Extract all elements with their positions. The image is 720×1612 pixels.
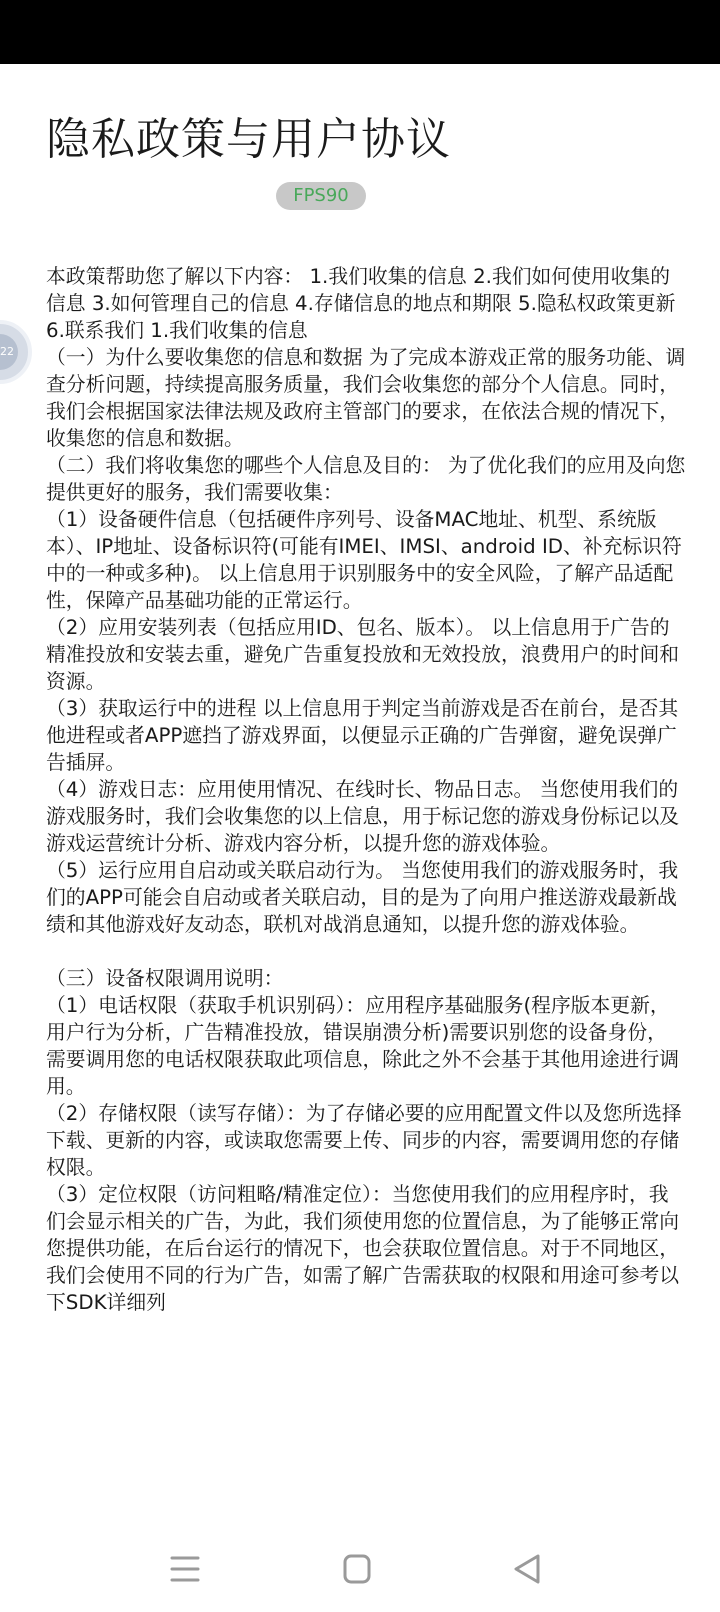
policy-item-phone-permission: （1）电话权限（获取手机识别码）：应用程序基础服务(程序版本更新，用户行为分析，广告精准投放，错误崩溃分析)需要识别您的设备身份，需要调用您的电话权限获取此项信息，除此之外不会基于其他用途进行调用。 <box>46 994 680 1098</box>
floating-assistant-ball[interactable] <box>0 320 32 384</box>
home-button[interactable] <box>336 1548 380 1592</box>
back-button[interactable] <box>506 1548 550 1592</box>
policy-paragraph-intro: 本政策帮助您了解以下内容： 1.我们收集的信息 2.我们如何使用收集的信息 3.如何管理自己的信息 4.存储信息的地点和期限 5.隐私权政策更新 6.联系我们 1.我们收集的信息 <box>46 265 676 342</box>
policy-section-permissions: （三）设备权限调用说明： <box>46 967 284 990</box>
page-title: 隐私政策与用户协议 <box>46 114 451 165</box>
menu-button[interactable] <box>164 1548 208 1592</box>
policy-item-app-list: （2）应用安装列表（包括应用ID、包名、版本）。 以上信息用于广告的精准投放和安装去重，避免广告重复投放和无效投放，浪费用户的时间和资源。 <box>46 616 680 693</box>
system-navigation-bar <box>0 1530 720 1612</box>
home-icon <box>336 1548 380 1592</box>
policy-item-storage-permission: （2）存储权限（读写存储）：为了存储必要的应用配置文件以及您所选择下载、更新的内容，或读取您需要上传、同步的内容，需要调用您的存储权限。 <box>46 1102 682 1179</box>
policy-paragraph-what-collect: （二）我们将收集您的哪些个人信息及目的： 为了优化我们的应用及向您提供更好的服务，我们需要收集： <box>46 454 686 504</box>
menu-icon <box>164 1548 208 1592</box>
policy-item-autostart: （5）运行应用自启动或关联启动行为。 当您使用我们的游戏服务时，我们的APP可能会自启动或者关联启动，目的是为了向用户推送游戏最新战绩和其他游戏好友动态，联机对战消息通知，以提升您的游戏体验。 <box>46 859 679 936</box>
policy-item-game-logs: （4）游戏日志：应用使用情况、在线时长、物品日志。 当您使用我们的游戏服务时，我们会收集您的以上信息，用于标记您的游戏身份标记以及游戏运营统计分析、游戏内容分析，以提升您的游戏体验。 <box>46 778 680 855</box>
policy-paragraph-why-collect: （一）为什么要收集您的信息和数据 为了完成本游戏正常的服务功能、调查分析问题，持续提高服务质量，我们会收集您的部分个人信息。同时，我们会根据国家法律法规及政府主管部门的要求，在依法合规的情况下，收集您的信息和数据。 <box>46 346 686 450</box>
policy-item-device-info: （1）设备硬件信息（包括硬件序列号、设备MAC地址、机型、系统版本）、IP地址、设备标识符(可能有IMEI、IMSI、android ID、补充标识符中的一种或多种)。 以上信息用于识别服务中的安全风险，了解产品适配性，保障产品基础功能的正常运行。 <box>46 508 682 612</box>
status-bar <box>0 0 720 64</box>
paragraph-spacer <box>46 938 686 965</box>
floating-ball-label: 22 <box>0 334 18 370</box>
fps-badge: FPS90 <box>276 182 366 210</box>
policy-item-location-permission: （3）定位权限（访问粗略/精准定位）：当您使用我们的应用程序时，我们会显示相关的广告，为此，我们须使用您的位置信息，为了能够正常向您提供功能，在后台运行的情况下，也会获取位置信息。对于不同地区，我们会使用不同的行为广告，如需了解广告需获取的权限和用途可参考以下SDK详细列 <box>46 1183 680 1314</box>
policy-text-scroll[interactable] <box>46 263 686 1385</box>
policy-item-processes: （3）获取运行中的进程 以上信息用于判定当前游戏是否在前台，是否其他进程或者APP遮挡了游戏界面，以便显示正确的广告弹窗，避免误弹广告插屏。 <box>46 697 679 774</box>
back-icon <box>506 1548 550 1592</box>
